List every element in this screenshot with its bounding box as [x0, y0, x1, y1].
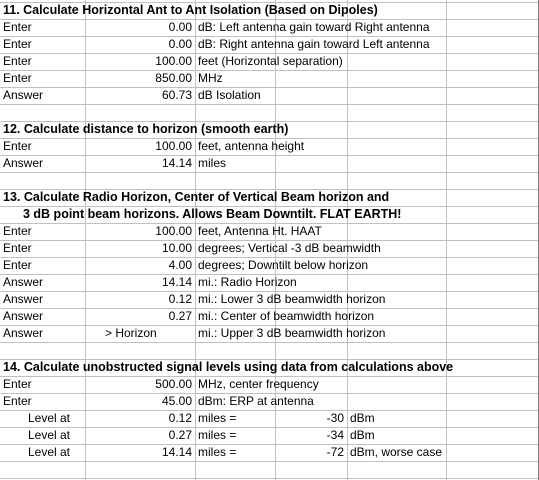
row-label[interactable]: Answer	[3, 156, 44, 170]
value-cell[interactable]: 500.00	[155, 377, 192, 391]
result-cell[interactable]: -72	[326, 445, 344, 459]
description-cell[interactable]: miles =	[198, 445, 237, 459]
row-label[interactable]: Answer	[3, 326, 44, 340]
description-cell[interactable]: mi.: Radio Horizon	[198, 275, 297, 289]
unit-cell[interactable]: dBm	[350, 428, 375, 442]
description-cell[interactable]: miles =	[198, 411, 237, 425]
row-label[interactable]: Enter	[3, 377, 32, 391]
description-cell[interactable]: miles	[198, 156, 227, 170]
result-cell[interactable]: -30	[326, 411, 344, 425]
description-cell[interactable]: mi.: Upper 3 dB beamwidth horizon	[198, 326, 386, 340]
description-cell[interactable]: MHz	[198, 71, 223, 85]
row-label[interactable]: Enter	[3, 71, 32, 85]
section-11-title[interactable]: 11. Calculate Horizontal Ant to Ant Isolation (Based on Dipoles)	[3, 3, 378, 17]
description-cell[interactable]: feet (Horizontal separation)	[198, 54, 343, 68]
value-cell[interactable]: 0.12	[168, 411, 192, 425]
description-cell[interactable]: mi.: Center of beamwidth horizon	[198, 309, 375, 323]
value-cell[interactable]: 0.27	[168, 428, 192, 442]
unit-cell[interactable]: dBm, worse case	[350, 445, 443, 459]
value-cell[interactable]: > Horizon	[105, 326, 157, 340]
value-cell[interactable]: 14.14	[161, 445, 192, 459]
description-cell[interactable]: mi.: Lower 3 dB beamwidth horizon	[198, 292, 386, 306]
row-label[interactable]: Answer	[3, 275, 44, 289]
row-label[interactable]: Answer	[3, 309, 44, 323]
value-cell[interactable]: 100.00	[155, 54, 192, 68]
value-cell[interactable]: 60.73	[161, 88, 192, 102]
row-label[interactable]: Level at	[27, 428, 70, 442]
section-14-title[interactable]: 14. Calculate unobstructed signal levels using data from calculations above	[3, 360, 454, 374]
row-label[interactable]: Level at	[27, 445, 70, 459]
row-label[interactable]: Enter	[3, 224, 32, 238]
row-label[interactable]: Enter	[3, 37, 32, 51]
row-label[interactable]: Answer	[3, 88, 44, 102]
row-label[interactable]: Answer	[3, 292, 44, 306]
row-label[interactable]: Enter	[3, 54, 32, 68]
value-cell[interactable]: 100.00	[155, 139, 192, 153]
value-cell[interactable]: 4.00	[168, 258, 192, 272]
description-cell[interactable]: dB: Left antenna gain toward Right antenna	[198, 20, 430, 34]
value-cell[interactable]: 45.00	[161, 394, 192, 408]
value-cell[interactable]: 14.14	[161, 156, 192, 170]
description-cell[interactable]: feet, Antenna Ht. HAAT	[198, 224, 322, 238]
row-label[interactable]: Enter	[3, 139, 32, 153]
section-12-title[interactable]: 12. Calculate distance to horizon (smooth earth)	[3, 122, 289, 136]
value-cell[interactable]: 14.14	[161, 275, 192, 289]
value-cell[interactable]: 0.27	[168, 309, 192, 323]
section-13-title[interactable]: 13. Calculate Radio Horizon, Center of Vertical Beam horizon and	[3, 190, 390, 204]
row-label[interactable]: Level at	[27, 411, 70, 425]
value-cell[interactable]: 850.00	[155, 71, 192, 85]
description-cell[interactable]: feet, antenna height	[198, 139, 305, 153]
row-label[interactable]: Enter	[3, 20, 32, 34]
result-cell[interactable]: -34	[326, 428, 344, 442]
row-label[interactable]: Enter	[3, 394, 32, 408]
value-cell[interactable]: 100.00	[155, 224, 192, 238]
description-cell[interactable]: dBm: ERP at antenna	[198, 394, 314, 408]
value-cell[interactable]: 0.12	[168, 292, 192, 306]
unit-cell[interactable]: dBm	[350, 411, 375, 425]
section-13-title-line-2[interactable]: 3 dB point beam horizons. Allows Beam Downtilt. FLAT EARTH!	[23, 207, 402, 221]
description-cell[interactable]: dB: Right antenna gain toward Left antenna	[198, 37, 430, 51]
value-cell[interactable]: 10.00	[161, 241, 192, 255]
value-cell[interactable]: 0.00	[168, 37, 192, 51]
description-cell[interactable]: degrees; Vertical -3 dB beamwidth	[198, 241, 381, 255]
row-label[interactable]: Enter	[3, 241, 32, 255]
description-cell[interactable]: dB Isolation	[198, 88, 261, 102]
value-cell[interactable]: 0.00	[168, 20, 192, 34]
description-cell[interactable]: degrees; Downtilt below horizon	[198, 258, 369, 272]
description-cell[interactable]: miles =	[198, 428, 237, 442]
row-label[interactable]: Enter	[3, 258, 32, 272]
description-cell[interactable]: MHz, center frequency	[198, 377, 319, 391]
